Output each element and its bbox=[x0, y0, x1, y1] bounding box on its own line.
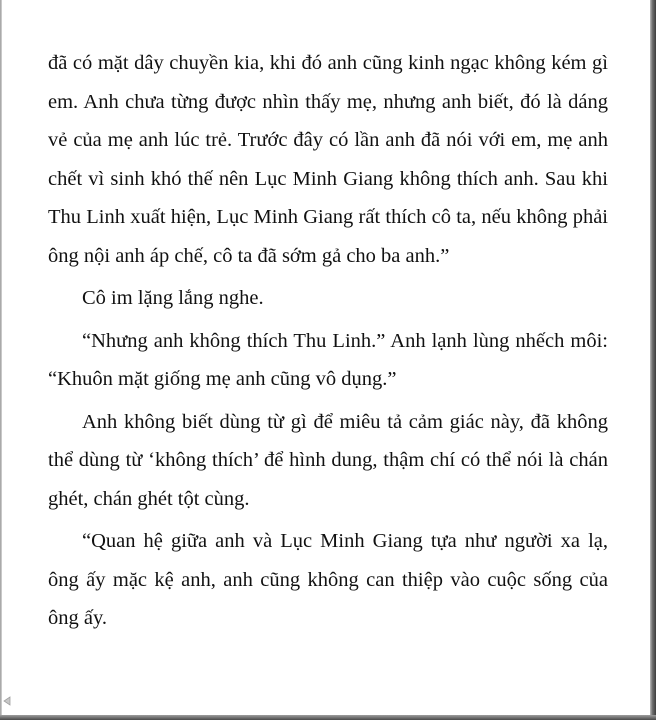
paragraph-1: đã có mặt dây chuyền kia, khi đó anh cũng kinh ngạc không kém gì em. Anh chưa từng được nhìn thấy mẹ, nhưng anh biết, đó là dáng vẻ của mẹ anh lúc trẻ. Trước đây có lần anh đã nói với em, mẹ anh chết vì sinh khó thế nên Lục Minh Giang không thích anh. Sau khi Thu Linh xuất hiện, Lục Minh Giang rất thích cô ta, nếu không phải ông nội anh áp chế, cô ta đã sớm gả cho ba anh.” bbox=[48, 52, 608, 267]
paragraph-5: “Quan hệ giữa anh và Lục Minh Giang tựa như người xa lạ, ông ấy mặc kệ anh, anh cũng không can thiệp vào cuộc sống của ông ấy. bbox=[48, 530, 608, 629]
window-right-border bbox=[650, 0, 656, 720]
window-bottom-border bbox=[0, 715, 656, 720]
paragraph-3: “Nhưng anh không thích Thu Linh.” Anh lạnh lùng nhếch môi: “Khuôn mặt giống mẹ anh cũng vô dụng.” bbox=[48, 329, 608, 390]
paragraph-2: Cô im lặng lắng nghe. bbox=[82, 287, 264, 309]
document-page bbox=[48, 44, 608, 642]
window-left-border bbox=[0, 0, 2, 720]
paragraph-4: Anh không biết dùng từ gì để miêu tả cảm giác này, đã không thể dùng từ ‘không thích’ để hình dung, thậm chí có thể nói là chán ghét, chán ghét tột cùng. bbox=[48, 410, 608, 510]
scroll-left-arrow-icon[interactable] bbox=[1, 695, 13, 707]
